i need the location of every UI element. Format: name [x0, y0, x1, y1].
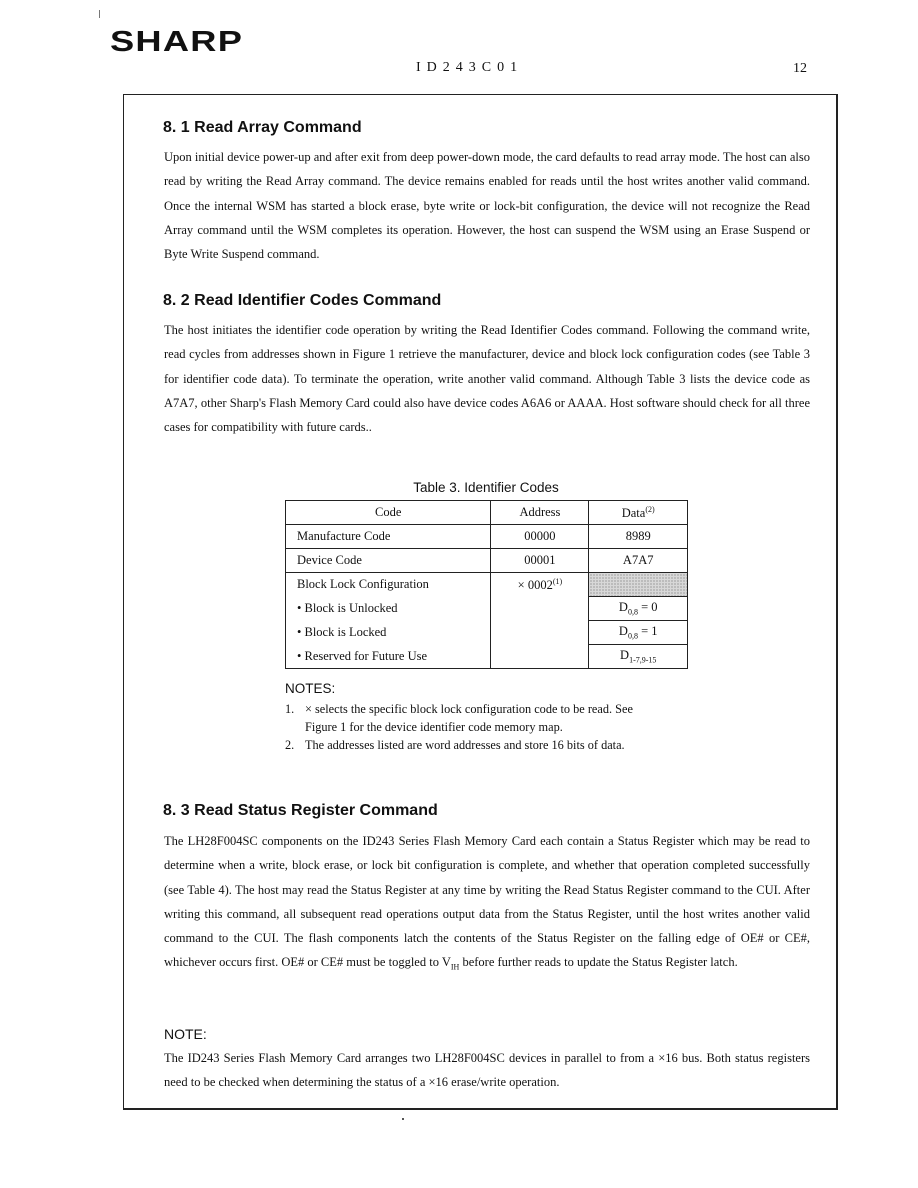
note-number: 2. [285, 738, 295, 752]
block-locked-address [491, 621, 589, 645]
block-lock-config-data-shaded [589, 573, 688, 597]
data-bit-symbol: D [618, 624, 628, 639]
block-lock-address-footnote: (1) [552, 576, 563, 586]
manufacture-code-label: Manufacture Code [286, 525, 491, 549]
note-number: 1. [285, 702, 295, 716]
table-row [286, 549, 688, 573]
section-8-2-heading: 8. 2 Read Identifier Codes Command [163, 292, 442, 309]
block-locked-data [589, 621, 688, 645]
block-lock-config-label: Block Lock Configuration [286, 573, 491, 597]
identifier-codes-table [285, 500, 688, 669]
block-unlocked-address [491, 597, 589, 621]
block-lock-address-value: × 0002 [517, 577, 553, 592]
notes-title: NOTES: [285, 681, 336, 696]
note-body: The ID243 Series Flash Memory Card arranges two LH28F004SC devices in parallel to from a ×16 bus. Both status registers need to be checked when determining the status of a ×16 erase/write operation. [164, 1051, 810, 1090]
header-data [589, 501, 688, 525]
note-item [285, 700, 665, 736]
reserved-data [589, 645, 688, 669]
notes-list [285, 700, 665, 754]
table-row [286, 597, 688, 621]
block-lock-config-address [491, 573, 589, 597]
table-3-caption: Table 3. Identifier Codes [413, 480, 559, 495]
manufacture-address: 00000 [491, 525, 589, 549]
section-8-3-heading: 8. 3 Read Status Register Command [163, 802, 438, 819]
header-data-label: Data [621, 505, 646, 520]
table-row [286, 525, 688, 549]
block-unlocked-data [589, 597, 688, 621]
section-8-1-heading: 8. 1 Read Array Command [163, 119, 362, 136]
data-bit-index: 1-7,9-15 [629, 655, 657, 665]
scan-dot [402, 1118, 404, 1120]
reserved-label: • Reserved for Future Use [286, 645, 491, 669]
device-data: A7A7 [589, 549, 688, 573]
section-8-2-body: The host initiates the identifier code operation by writing the Read Identifier Codes command. Following the command write, read cycles from addresses shown in Figure 1 retrieve the manufacturer, device and block lock configuration codes (see Table 3 for identifier code data). To terminate the operation, write another valid command. Although Table 3 lists the device code as A7A7, other Sharp's Flash Memory Card could also have device codes A6A6 or AAAA. Host software should check for all three cases for compatibility with future cards.. [164, 323, 810, 435]
note-text: The addresses listed are word addresses and store 16 bits of data. [305, 738, 625, 752]
section-8-3-text-end: before further reads to update the Status Register latch. [459, 955, 738, 970]
section-8-3-text: The LH28F004SC components on the ID243 Series Flash Memory Card each contain a Status Register which may be read to determine when a write, block erase, or lock bit configuration is complete, and whether that operation completed successfully (see Table 4). The host may read the Status Register at any time by writing the Read Status Register command to the CUI. After writing this command, all subsequent read operations output data from the Status Register, until the host writes another valid command to the CUI. The flash components latch the contents of the Status Register on the falling edge of OE# or CE#, whichever occurs first. OE# or CE# must be toggled to V [164, 834, 810, 970]
block-locked-label: • Block is Locked [286, 621, 491, 645]
table-header-row [286, 501, 688, 525]
data-bit-value: = 1 [637, 624, 658, 639]
vih-subscript: IH [450, 962, 460, 972]
manufacture-data: 8989 [589, 525, 688, 549]
sharp-logo: SHARP [110, 26, 244, 58]
block-unlocked-label: • Block is Unlocked [286, 597, 491, 621]
page-number: 12 [793, 61, 807, 76]
table-row [286, 645, 688, 669]
device-code-label: Device Code [286, 549, 491, 573]
note-text: × selects the specific block lock configuration code to be read. See Figure 1 for the device identifier code memory map. [305, 702, 633, 734]
data-bit-symbol: D [618, 600, 628, 615]
section-8-1-body: Upon initial device power-up and after exit from deep power-down mode, the card defaults to read array mode. The host can also read by writing the Read Array command. The device remains enabled for reads until the host writes another valid command. Once the internal WSM has started a block erase, byte write or lock-bit configuration, the device will not recognize the Read Array command until the WSM completes its operation. However, the host can suspend the WSM using an Erase Suspend or Byte Write Suspend command. [164, 150, 810, 262]
table-row [286, 573, 688, 597]
device-address: 00001 [491, 549, 589, 573]
data-bit-symbol: D [620, 648, 630, 663]
note-item [285, 736, 665, 754]
document-id: ID243C01 [416, 60, 524, 75]
header-address: Address [491, 501, 589, 525]
data-bit-value: = 0 [637, 600, 658, 615]
section-8-3-body [164, 829, 810, 980]
table-row [286, 621, 688, 645]
scan-mark [99, 10, 100, 18]
note-title: NOTE: [164, 1026, 207, 1042]
data-bit-index: 0,8 [627, 607, 638, 617]
data-bit-index: 0,8 [627, 631, 638, 641]
header-code: Code [286, 501, 491, 525]
reserved-address [491, 645, 589, 669]
header-data-footnote: (2) [645, 504, 655, 514]
